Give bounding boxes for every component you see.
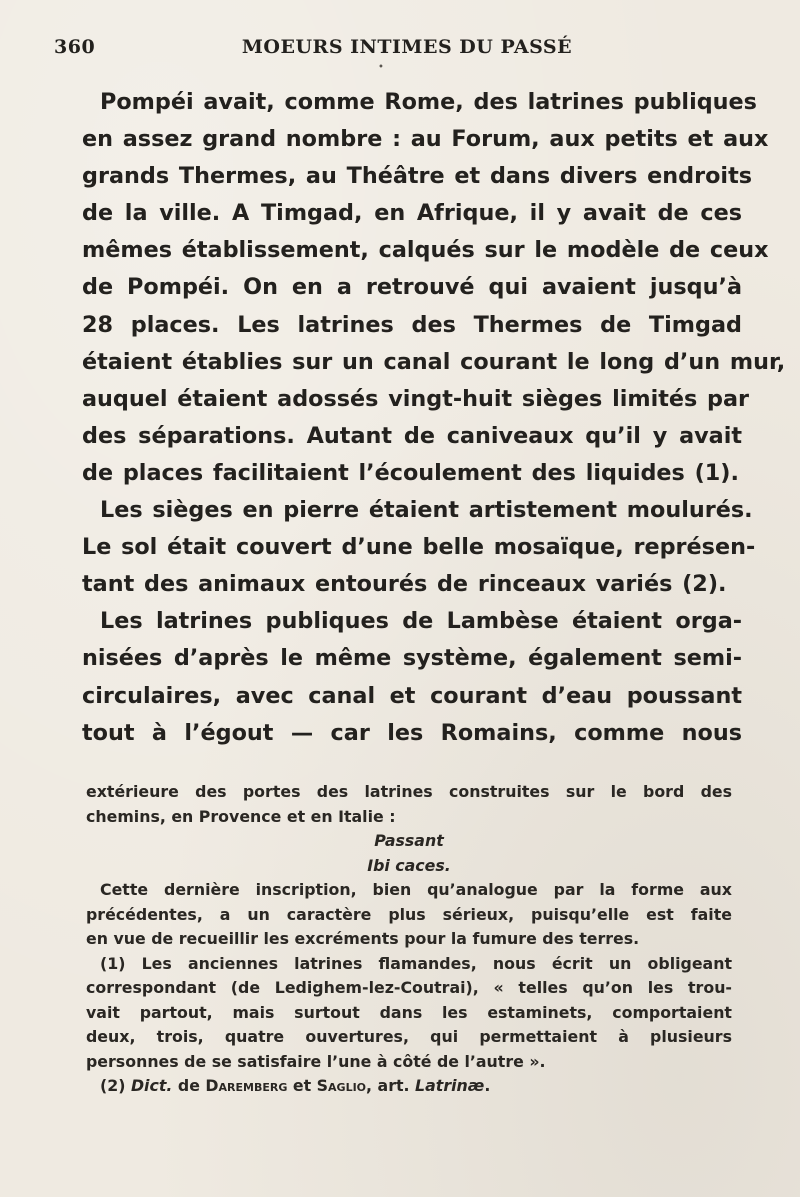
- ink-speck: •: [378, 62, 384, 73]
- footnote-line: précédentes, a un caractère plus sérieux, puisqu’elle est faite: [86, 904, 732, 924]
- text-line: de Pompéi. On en a retrouvé qui avaient jusqu’à: [82, 274, 742, 301]
- footnote-2-article: Latrinæ: [415, 1076, 485, 1095]
- footnote-line: Cette dernière inscription, bien qu’analogue par la forme aux: [100, 880, 732, 899]
- footnote-2-end: .: [484, 1076, 491, 1095]
- footnote-1-line: personnes de se satisfaire l’une à côté de l’autre ».: [86, 1051, 546, 1071]
- text-line: des séparations. Autant de caniveaux qu’il y avait: [82, 422, 742, 449]
- footnote-2-author1: Daremberg: [205, 1076, 288, 1095]
- text-line: en assez grand nombre : au Forum, aux petits et aux: [82, 126, 769, 153]
- footnote-2-art: , art.: [366, 1076, 416, 1095]
- text-line: Les latrines publiques de Lambèse étaient orga-: [100, 608, 742, 635]
- running-title: MOEURS INTIMES DU PASSÉ: [241, 36, 573, 58]
- footnote-2-et: et: [287, 1076, 317, 1095]
- text-line: tant des animaux entourés de rinceaux variés (2).: [82, 571, 727, 598]
- footnote-1-line: correspondant (de Ledighem-lez-Coutrai), « telles qu’on les trou-: [86, 978, 732, 997]
- text-line: de places facilitaient l’écoulement des liquides (1).: [82, 459, 739, 486]
- text-line: 28 places. Les latrines des Thermes de Timgad: [82, 311, 742, 338]
- text-line: auquel étaient adossés vingt-huit sièges limités par: [82, 385, 750, 412]
- footnote-1-line: (1) Les anciennes latrines flamandes, nous écrit un obligeant: [100, 953, 732, 973]
- footnote-1-line: vait partout, mais surtout dans les estaminets, comportaient: [86, 1002, 732, 1022]
- text-line: circulaires, avec canal et courant d’eau poussant: [82, 682, 742, 709]
- footnote-line: extérieure des portes des latrines construites sur le bord des: [86, 782, 732, 801]
- footnotes: [86, 780, 732, 1099]
- running-head: [54, 36, 740, 66]
- text-line: nisées d’après le même système, également semi-: [82, 645, 742, 672]
- text-line: tout à l’égout — car les Romains, comme nous: [82, 719, 742, 746]
- text-line: de la ville. A Timgad, en Afrique, il y avait de ces: [82, 200, 742, 227]
- footnote-1-line: deux, trois, quatre ouvertures, qui permettaient à plusieurs: [86, 1027, 732, 1046]
- main-text: [82, 84, 786, 752]
- footnote-line: en vue de recueillir les excréments pour la fumure des terres.: [86, 929, 640, 948]
- footnote-2-prefix: (2): [100, 1076, 131, 1095]
- text-line: Le sol était couvert d’une belle mosaïque, représen-: [82, 534, 756, 561]
- inscription-line: Passant: [374, 831, 444, 850]
- page-number: 360: [54, 36, 96, 58]
- text-line: Pompéi avait, comme Rome, des latrines publiques: [100, 89, 757, 115]
- text-line: étaient établies sur un canal courant le long d’un mur,: [82, 348, 786, 375]
- text-line: Les sièges en pierre étaient artistement moulurés.: [100, 497, 753, 524]
- text-line: mêmes établissement, calqués sur le modèle de ceux: [82, 237, 769, 264]
- footnote-line: chemins, en Provence et en Italie :: [86, 806, 396, 826]
- footnote-2-line: [86, 1074, 732, 1099]
- footnote-2-author2: Saglio: [316, 1076, 367, 1095]
- text-line: grands Thermes, au Théâtre et dans divers endroits: [82, 163, 752, 190]
- inscription-line: Ibi caces.: [367, 855, 451, 875]
- footnote-2-dict: Dict.: [130, 1076, 173, 1095]
- footnote-2-de: de: [172, 1076, 206, 1095]
